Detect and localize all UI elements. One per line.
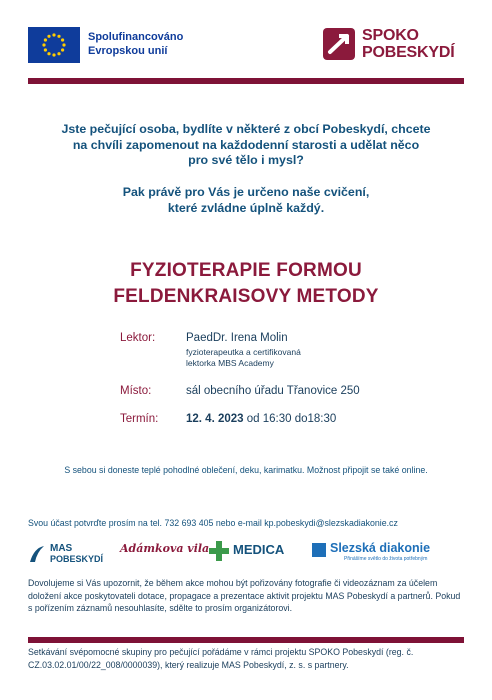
bottom-divider: [28, 637, 464, 643]
top-divider: [28, 78, 464, 84]
termin-time: od 16:30 do18:30: [243, 413, 337, 425]
project-footer: Setkávání svépomocné skupiny pro pečující pořádáme v rámci projektu SPOKO Pobeskydí (reg. č. CZ.03.02.01/00/22_008/0000039), který realizuje MAS Pobeskydí, z. s. s partnery.: [28, 647, 414, 670]
medica-logo: MEDICA: [208, 540, 303, 564]
lektor-label: Lektor:: [120, 332, 156, 344]
termin-value: [186, 413, 336, 425]
spoko-logo-icon: [323, 28, 355, 60]
termin-label: Termín:: [120, 413, 159, 425]
misto-value: sál obecního úřadu Třanovice 250: [186, 385, 360, 397]
phone-number[interactable]: 732 693 405: [164, 518, 214, 528]
photo-disclaimer: Dovolujeme si Vás upozornit, že během akce mohou být pořizovány fotografie či videozáznam za účelem doložení akce poskytovateli dotace, propagace a prezentace aktivit projektu MAS Pobeskydí a partnerů. Pokud s pořízením záznamů nesouhlasíte, sdělte to prosím organizátorovi.: [28, 578, 461, 613]
spoko-logo-text: SPOKO POBESKYDÍ: [362, 27, 455, 61]
termin-date: 12. 4. 2023: [186, 413, 244, 425]
eu-flag-icon: [28, 27, 80, 63]
contact-line: Svou účast potvrďte prosím na tel. 732 693 405 nebo e-mail kp.pobeskydi@slezskadiakonie.cz: [28, 518, 398, 528]
lektor-name: PaedDr. Irena Molin: [186, 332, 288, 344]
partner-logos: [28, 540, 464, 568]
header: [0, 0, 492, 78]
email-link[interactable]: kp.pobeskydi@slezskadiakonie.cz: [264, 518, 398, 528]
slezska-diakonie-icon: [312, 543, 326, 557]
intro-answer: Pak právě pro Vás je určeno naše cvičení, které zvládne úplně každý.: [122, 185, 370, 215]
lektor-description: fyzioterapeutka a certifikovaná lektorka MBS Academy: [186, 347, 301, 368]
misto-label: Místo:: [120, 385, 152, 397]
mas-pobeskydi-logo: MAS POBESKYDÍ: [28, 540, 108, 568]
slezska-diakonie-logo: Slezská diakonie Přinášíme světlo do života potřebným: [312, 540, 464, 566]
medica-cross-icon: [208, 540, 230, 562]
event-title: FYZIOTERAPIE FORMOU FELDENKRAISOVY METODY: [113, 260, 379, 307]
bring-note: S sebou si doneste teplé pohodlné oblečení, deku, karimatku. Možnost připojit se také online.: [64, 465, 428, 475]
eu-cofinanced-text: Spolufinancováno Evropskou unií: [88, 31, 184, 57]
adamkova-vila-logo: Adámkova vila: [120, 542, 210, 555]
intro-question: Jste pečující osoba, bydlíte v některé z obcí Pobeskydí, chcete na chvíli zapomenout na každodenní starosti a udělat něco pro své tělo i mysl?: [61, 122, 431, 167]
mas-swoosh-icon: [28, 544, 46, 564]
